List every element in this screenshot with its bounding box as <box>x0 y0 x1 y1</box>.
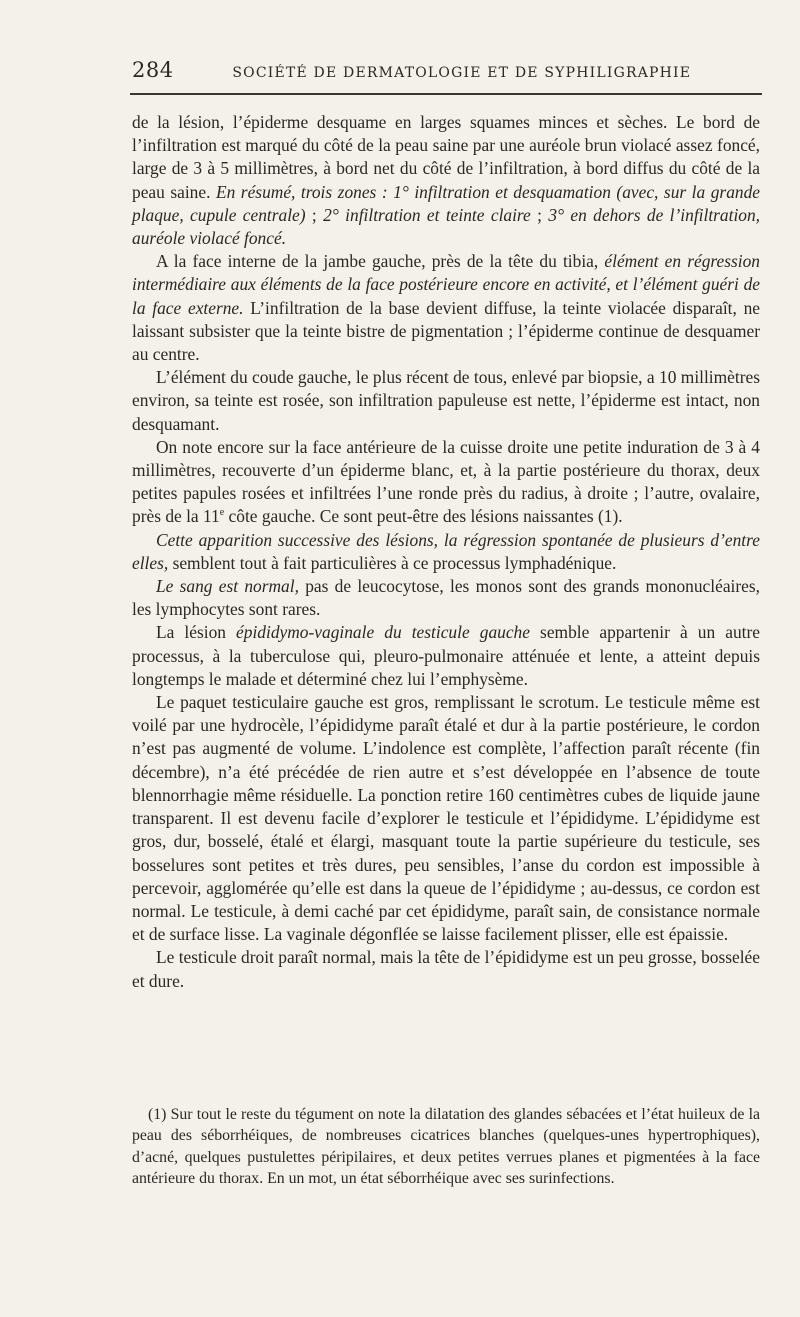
text-run: ; <box>530 204 549 225</box>
text-run: L’infiltration de la base devient diffuse, la teinte violacée disparaît, ne laissant subsister que la teinte bistre de pigmentation ; l’épiderme continue de desquamer au centre. <box>132 297 760 365</box>
italic-text: Cette apparition successive des lésions, la régression spontanée de plusieurs d’entre elles, <box>132 529 760 573</box>
text-run: semble appartenir à un autre processus, à la tuberculose qui, pleuro-pulmonaire atténuée et lente, a atteint depuis longtemps le malade et déterminé chez lui l’emphysème. <box>132 622 760 689</box>
text-run: Le paquet testiculaire gauche est gros, remplissant le scrotum. Le testicule même est voilé par une hydrocèle, l’épididyme paraît étalé et dur à la partie postérieure, le cordon n’est pas augmenté de volume. L’indolence est complète, l’affection paraît récente (fin décembre), n’a été précédée de rien autre et s’est développée en l’absence de toute blennorrhagie même résiduelle. La ponction retire 160 centimètres cubes de liquide jaune transparent. Il est devenu facile d’explorer le testicule et l’épididyme. L’épididyme est gros, dur, bosselé, étalé et élargi, masquant toute la partie supérieure du testicule, ses bosselures sont petites et très dures, peu sensibles, l’anse du cordon est impossible à percevoir, agglomérée qu’elle est dans la queue de l’épididyme ; au-dessus, ce cordon est normal. Le testicule, à demi caché par cet épididyme, paraît sain, de consistance normale et de surface lisse. La vaginale dégonflée se laisse facilement plisser, elle est épaissie. <box>132 692 760 945</box>
paragraph <box>132 250 760 366</box>
body-text <box>132 111 760 993</box>
italic-text: 2° infiltration et teinte claire <box>323 204 531 225</box>
text-run: On note encore sur la face antérieure de la cuisse droite une petite induration de 3 à 4 millimètres, recouverte d’un épiderme blanc, et, à la partie postérieure du thorax, deux petites papules rosées et infiltrées l’une ronde près du radius, à droite ; l’autre, ovalaire, près de la 11 <box>132 436 760 527</box>
text-run: côte gauche. Ce sont peut-être des lésions naissantes (1). <box>224 506 623 527</box>
italic-text: épididymo-vaginale du testicule gauche <box>236 622 530 643</box>
paragraph <box>132 691 760 946</box>
paragraph <box>132 529 760 575</box>
text-run: A la face interne de la jambe gauche, près de la tête du tibia, <box>156 251 605 272</box>
paragraph <box>132 366 760 436</box>
footnote <box>132 1104 760 1189</box>
header-rule <box>130 93 762 95</box>
paragraph <box>132 436 760 529</box>
paragraph <box>132 575 760 621</box>
page-number: 284 <box>132 58 174 82</box>
paragraph <box>132 111 760 250</box>
paragraph <box>132 946 760 992</box>
footnote-text: (1) Sur tout le reste du tégument on note la dilatation des glandes sébacées et l’état huileux de la peau des séborrhéiques, de nombreuses cicatrices blanches (quelques-unes hypertrophiques), d’acné, quelques pustulettes péripilaires, et deux petites verrues planes et pigmentées à la face antérieure du thorax. En un mot, un état séborrhéique avec ses surinfections. <box>132 1106 760 1187</box>
text-run: semblent tout à fait particulières à ce processus lymphadénique. <box>168 552 617 573</box>
text-run: La lésion <box>156 622 237 643</box>
italic-text: 3° en dehors de l’infiltration, auréole violacé foncé. <box>132 204 761 249</box>
text-run: de la lésion, l’épiderme desquame en larges squames minces et sèches. Le bord de l’infiltration est marqué du côté de la peau saine par une auréole brun violacé assez foncé, large de 3 à 5 millimètres, à bord net du côté de l’infiltration, à bord diffus du côté de la peau saine. <box>132 112 760 202</box>
text-run: ; <box>305 204 324 225</box>
page-header <box>132 58 760 82</box>
text-run: L’élément du coude gauche, le plus récent de tous, enlevé par biopsie, a 10 millimètres environ, sa teinte est rosée, son infiltration papuleuse est nette, l’épiderme est intact, non desquamant. <box>132 367 760 434</box>
italic-text: Le sang est normal, <box>156 576 299 597</box>
text-run: pas de leucocytose, les monos sont des grands mononucléaires, les lymphocytes sont rares. <box>132 576 760 620</box>
italic-text: En résumé, trois zones : 1° infiltration et desquamation (avec, sur la grande plaque, cupule centrale) <box>132 181 760 225</box>
superscript: e <box>219 507 225 519</box>
italic-text: élément en régression intermédiaire aux éléments de la face postérieure encore en activité, et l’élément guéri de la face externe. <box>132 251 761 318</box>
text-run: Le testicule droit paraît normal, mais la tête de l’épididyme est un peu grosse, bosselée et dure. <box>132 947 760 991</box>
running-head: SOCIÉTÉ DE DERMATOLOGIE ET DE SYPHILIGRAPHIE <box>232 65 692 81</box>
paragraph <box>132 621 760 691</box>
